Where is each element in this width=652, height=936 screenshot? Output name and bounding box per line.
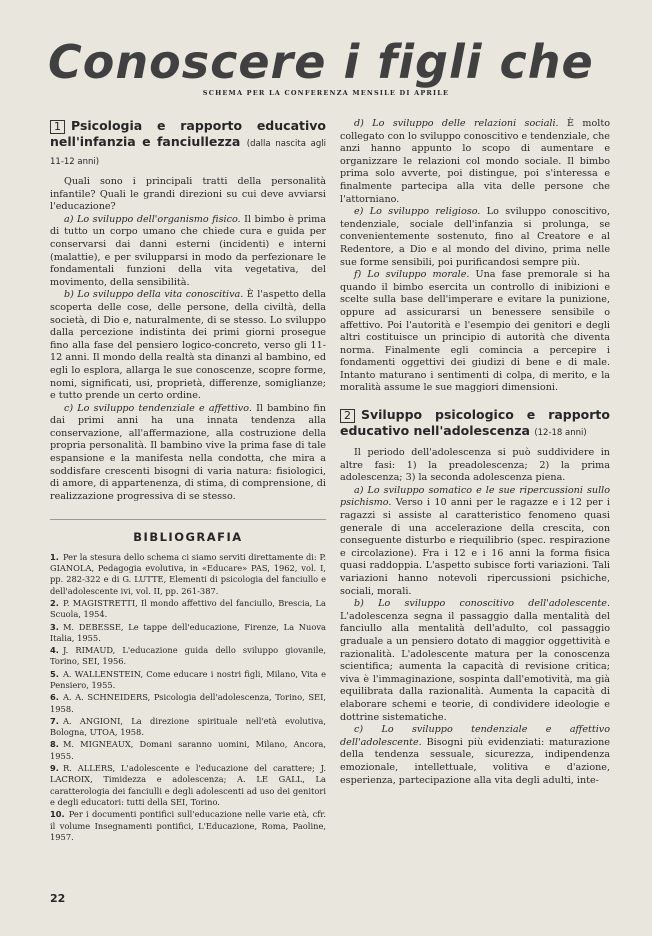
- right-column: [340, 118, 610, 787]
- section-1-c-label: c) Lo sviluppo tendenziale e affettivo.: [64, 402, 252, 414]
- section-1-f: [340, 269, 610, 395]
- section-1-e-label: e) Lo sviluppo religioso.: [354, 206, 481, 218]
- section-1-title: Psicologia e rapporto educativo nell'infanzia e fanciullezza: [50, 118, 326, 149]
- bibliography-item: 4. J. RIMAUD, L'educazione guida dello sviluppo giovanile, Torino, SEI, 1956.: [50, 645, 326, 667]
- bibliography-heading: BIBLIOGRAFIA: [133, 530, 243, 545]
- section-2-note: (12-18 anni): [534, 428, 587, 439]
- section-1-f-label: f) Lo sviluppo morale.: [354, 269, 470, 281]
- bibliography: [50, 519, 326, 843]
- section-1-a-label: a) Lo sviluppo dell'organismo fisico.: [64, 213, 241, 225]
- page-subtitle: SCHEMA PER LA CONFERENZA MENSILE DI APRILE: [202, 89, 450, 97]
- bibliography-item: 3. M. DEBESSE, Le tappe dell'educazione, Firenze, La Nuova Italia, 1955.: [50, 621, 326, 643]
- section-1-d-label: d) Lo sviluppo delle relazioni sociali.: [354, 118, 559, 129]
- bibliography-item: 10. Per i documenti pontifici sull'educazione nelle varie età, cfr. il volume Insegnamenti pontifici, L'Educazione, Roma, Paoline, 1957.: [50, 809, 326, 842]
- section-2-c-text: Bisogni più evidenziati: maturazione della tendenza sessuale, sicurezza, indipendenza emozionale, intellettuale, volitiva e d'azione, esperienza, partecipazione alla vita degli adulti, inte-: [340, 736, 610, 786]
- bibliography-item: 6. A. A. SCHNEIDERS, Psicologia dell'adolescenza, Torino, SEI, 1958.: [50, 692, 326, 714]
- section-1-intro: Quali sono i principali tratti della personalità infantile? Quali le grandi direzioni su cui deve avviarsi l'educazione?: [50, 176, 326, 213]
- bibliography-item: 9. R. ALLERS, L'adolescente e l'educazione del carattere; J. LACROIX, Timidezza e adolescenza; A. LE GALL, La caratterologia dei fanciulli e degli adolescenti ad uso dei genitori e degli educatori: tutti della SEI, Torino.: [50, 763, 326, 807]
- section-2-a-text: Verso i 10 anni per le ragazze e i 12 per i ragazzi si assiste al caratteristico fenomeno quasi generale di una accelerazione della crescita, con conseguente disturbo e riequilibrio (spec. respirazione e circolazione). Fra i 12 e i 16 anni la forma fisica quasi raddoppia. L'aspetto subisce forti variazioni. Tali variazioni hanno notevoli ripercussioni psichiche, sociali, morali.: [340, 497, 610, 597]
- section-1-a: [50, 214, 326, 290]
- section-1-e-text: Lo sviluppo conoscitivo, tendenziale, sociale dell'infanzia si prolunga, se convenientemente sostenuto, fino al Creatore e al Redentore, a Dio e al mondo del divino, prima nelle sue forme sensibili, poi purificandosi sempre più.: [340, 206, 610, 268]
- section-1-f-text: Una fase premorale si ha quando il bimbo esercita un controllo di inibizioni e scelte sulla base dell'imperare e evitare la punizione, oppure ad assicurarsi un benessere sensibile o affettivo. Poi l'autorità e l'esempio dei genitori e degli altri costituisce un principio di autorità che diventa norma. Finalmente egli comincia a percepire i fondamenti oggettivi dei giudizi di bene e di male. Intanto maturano i sentimenti di colpa, di merito, e la moralità assume le sue maggiori dimensioni.: [340, 269, 610, 394]
- section-2-b-label: b) Lo sviluppo conoscitivo dell'adolescente.: [354, 598, 610, 610]
- bibliography-item: 7. A. ANGIONI, La direzione spirituale nell'età evolutiva, Bologna, UTOA, 1958.: [50, 715, 326, 738]
- section-1-c: [50, 403, 326, 504]
- bibliography-item: 8. M. MIGNEAUX, Domani saranno uomini, Milano, Ancora, 1955.: [50, 739, 326, 761]
- section-2-c-label: c) Lo sviluppo tendenziale e affettivo dell'adolescente.: [340, 724, 610, 748]
- section-1-number: 1: [50, 120, 65, 134]
- page-title: Conoscere i figli che: [48, 35, 594, 89]
- bibliography-item: 5. A. WALLENSTEIN, Come educare i nostri figli, Milano, Vita e Pensiero, 1955.: [50, 668, 326, 690]
- section-2-intro: Il periodo dell'adolescenza si può suddividere in altre fasi: 1) la preadolescenza; 2) la prima adolescenza; 3) la seconda adolescenza piena.: [340, 447, 610, 484]
- section-1-e: [340, 206, 610, 269]
- section-1-c-text: Il bambino fin dai primi anni ha una innata tendenza alla conservazione, all'affermazione, alla costruzione della propria personalità. Il bambino vive la prima fase di tale espansione e la manifesta nella condotta, che mira a soddisfare crescenti bisogni di varia natura: fisiologici, di amore, di appartenenza, di stima, di comprensione, di realizzazione progressiva di se stesso.: [50, 402, 326, 502]
- section-2-a: [340, 485, 610, 598]
- section-1-note: (dalla nascita agli 11-12 anni): [50, 139, 327, 167]
- section-1-b: [50, 289, 326, 402]
- left-column: [50, 118, 326, 844]
- section-2-heading: [340, 407, 610, 441]
- bibliography-item: 1. Per la stesura dello schema ci siamo serviti direttamente di: P. GIANOLA, Pedagogia evolutiva, in «Educare» PAS, 1962, vol. I, pp. 282-322 e di G. LUTTE, Elementi di psicologia del fanciullo e dell'adolescente ivi, vol. II, pp. 261-387.: [50, 551, 326, 596]
- section-1-b-text: È l'aspetto della scoperta delle cose, delle persone, della civiltà, della società, di Dio e, naturalmente, di se stesso. Lo sviluppo dalla percezione indistinta dei primi giorni prosegue fino alla fase del pensiero logico-concreto, verso gli 11-12 anni. Il mondo della realtà sta dinanzi al bambino, ed egli lo esplora, allarga le sue conoscenze, scopre forme, nomi, significati, usi, proprietà, differenze, somiglianze; e tutto prende un certo ordine.: [50, 289, 326, 402]
- section-2-a-label: a) Lo sviluppo somatico e le sue ripercussioni sullo psichismo.: [340, 484, 610, 509]
- bibliography-item: 2. P. MAGISTRETTI, Il mondo affettivo del fanciullo, Brescia, La Scuola, 1954.: [50, 597, 326, 620]
- section-1-b-label: b) Lo sviluppo della vita conoscitiva.: [64, 289, 244, 301]
- section-1-heading: [50, 118, 326, 170]
- section-1-a-text: Il bimbo è prima di tutto un corpo umano che chiede cura e guida per conservarsi dai danni esterni (incidenti) e interni (malattie), e per svilupparsi in modo da perfezionare le fondamentali funzioni della vita vegetativa, del movimento, della sensibilità.: [50, 213, 326, 288]
- page-number: 22: [50, 892, 66, 905]
- section-2-c: [340, 724, 610, 787]
- section-gap: [340, 395, 610, 407]
- section-2-b: [340, 598, 610, 724]
- section-2-title: Sviluppo psicologico e rapporto educativo nell'adolescenza: [340, 407, 610, 439]
- section-2-b-text: L'adolescenza segna il passaggio dalla mentalità del fanciullo alla mentalità dell'adulto, col passaggio graduale a un pensiero dotato di maggior oggettività e razionalità. L'adolescente matura per la conoscenza scientifica; aumenta la capacità di revisione critica; viva è l'immaginazione, sospinta dall'emotività, ma già equilibrata dalla razionalità. Aumenta la capacità di elaborare schemi e teorie, di condividere ideologie e dottrine sistematiche.: [340, 610, 610, 723]
- section-1-d: [340, 118, 610, 206]
- section-2-number: 2: [340, 409, 355, 423]
- section-1-d-text: È molto collegato con lo sviluppo conoscitivo e tendenziale, che anzi hanno appunto lo scopo di aumentare e organizzare le relazioni col mondo sociale. Il bimbo prima solo avverte, poi distingue, poi s'interessa e finalmente partecipa alla vita delle persone che l'attorniano.: [340, 118, 610, 205]
